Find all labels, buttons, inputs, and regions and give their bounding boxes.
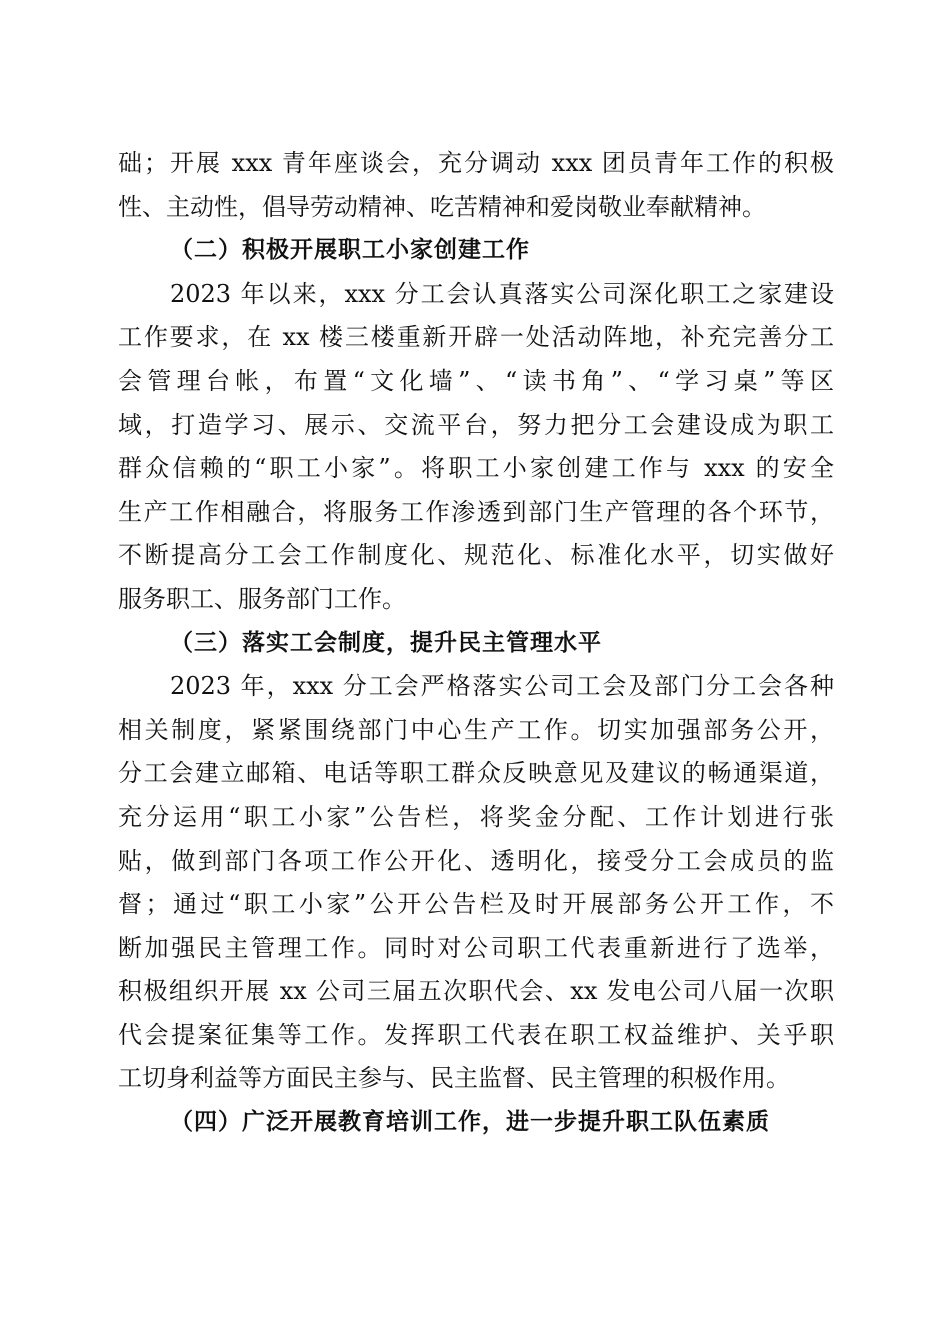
text-line: 代会提案征集等工作。发挥职工代表在职工权益维护、关乎职 [118, 1020, 834, 1049]
text-line: 分工会建立邮箱、电话等职工群众反映意见及建议的畅通渠道， [118, 759, 834, 788]
section-heading-3: （三）落实工会制度，提升民主管理水平 [170, 629, 602, 656]
paragraph-section-3 [118, 665, 834, 1101]
text-line: 础；开展 xxx 青年座谈会，充分调动 xxx 团员青年工作的积极 [118, 149, 834, 177]
text-line: 服务职工、服务部门工作。 [118, 584, 406, 613]
text-line: 贴，做到部门各项工作公开化、透明化，接受分工会成员的监 [118, 846, 834, 875]
text-line: 相关制度，紧紧围绕部门中心生产工作。切实加强部务公开， [118, 715, 834, 744]
text-line: 督；通过“职工小家”公开公告栏及时开展部务公开工作，不 [118, 890, 834, 919]
text-line: 断加强民主管理工作。同时对公司职工代表重新进行了选举， [118, 933, 834, 962]
text-line: 2023 年以来，xxx 分工会认真落实公司深化职工之家建设 [170, 279, 834, 308]
document-page [118, 142, 834, 1145]
text-line: 会管理台帐，布置“文化墙”、“读书角”、“学习桌”等区 [118, 366, 834, 395]
text-line: 性、主动性，倡导劳动精神、吃苦精神和爱岗敬业奉献精神。 [118, 192, 766, 221]
text-line: 域，打造学习、展示、交流平台，努力把分工会建设成为职工 [118, 410, 834, 439]
section-heading-4: （四）广泛开展教育培训工作，进一步提升职工队伍素质 [170, 1109, 770, 1136]
section-heading-2: （二）积极开展职工小家创建工作 [170, 237, 530, 264]
text-line: 生产工作相融合，将服务工作渗透到部门生产管理的各个环节， [118, 497, 834, 526]
text-line: 充分运用“职工小家”公告栏，将奖金分配、工作计划进行张 [118, 802, 834, 831]
text-line: 2023 年，xxx 分工会严格落实公司工会及部门分工会各种 [170, 672, 834, 701]
text-line: 积极组织开展 xx 公司三届五次职代会、xx 发电公司八届一次职 [118, 977, 834, 1006]
text-line: 工切身利益等方面民主参与、民主监督、民主管理的积极作用。 [118, 1064, 790, 1093]
paragraph-intro [118, 142, 834, 229]
text-line: 群众信赖的“职工小家”。将职工小家创建工作与 xxx 的安全 [118, 454, 834, 483]
text-line: 工作要求，在 xx 楼三楼重新开辟一处活动阵地，补充完善分工 [118, 323, 834, 352]
text-line: 不断提高分工会工作制度化、规范化、标准化水平，切实做好 [118, 541, 834, 570]
paragraph-section-2 [118, 273, 834, 622]
